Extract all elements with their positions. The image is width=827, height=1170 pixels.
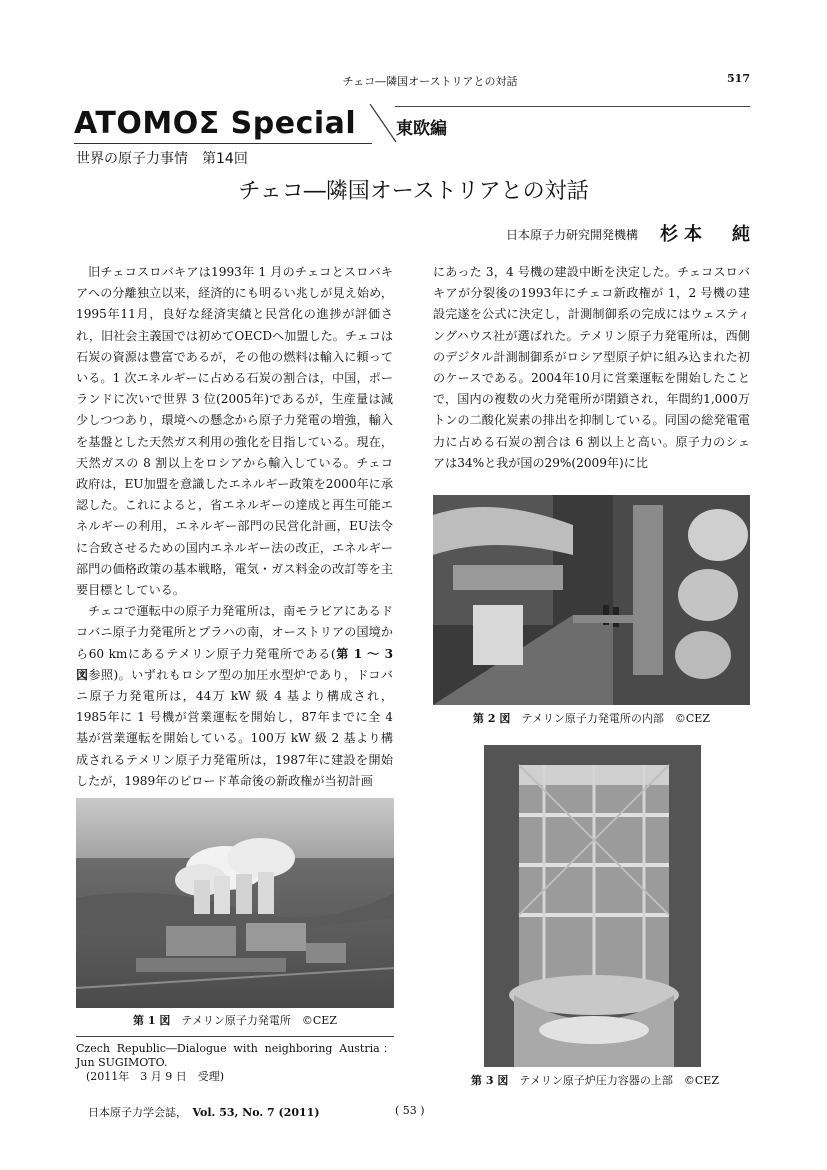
- article-title: チェコ―隣国オーストリアとの対話: [238, 179, 589, 204]
- figure-caption-text: テメリン原子力発電所: [181, 1014, 291, 1027]
- figure-3-caption: [440, 1072, 750, 1088]
- footnote: [76, 1042, 394, 1084]
- journal-volume: Vol. 53, No. 7 (2011): [192, 1106, 320, 1119]
- journal-footer: [88, 1104, 320, 1120]
- figure-2-photo: [433, 495, 750, 705]
- body-column-left: [76, 262, 393, 792]
- brand-logo: ATOMOΣ Special: [74, 106, 357, 141]
- figure-credit: ©CEZ: [674, 712, 710, 725]
- figure-credit: ©CEZ: [301, 1014, 337, 1027]
- brand-underline: [74, 143, 372, 144]
- reactor-vessel-image: [484, 745, 701, 1067]
- author-name: 杉本 純: [660, 224, 756, 245]
- figure-caption-text: テメリン原子炉圧力容器の上部: [519, 1074, 673, 1087]
- english-title: Czech Republic―Dialogue with neighboring Austria：Jun SUGIMOTO.: [76, 1042, 394, 1069]
- figure-label: 第 3 図: [471, 1074, 509, 1087]
- figure-3-photo: [484, 745, 701, 1067]
- region-label: 東欧編: [396, 119, 447, 139]
- page-number: 517: [727, 72, 750, 85]
- figure-credit: ©CEZ: [683, 1074, 719, 1087]
- figure-label: 第 1 図: [133, 1014, 171, 1027]
- paragraph: 旧チェコスロバキアは1993年 1 月のチェコとスロバキアへの分離独立以来，経済的にも明るい兆しが見え始め，1995年11月，良好な経済実績と民営化の進捗が評価され，旧社会主義国では初めてOECDへ加盟した。チェコは石炭の資源は豊富であるが，その他の燃料は輸入に頼っている。1 次エネルギーに占める石炭の割合は，中国，ポーランドに次いで世界 3 位(2005年)であるが，生産量は減少しつつあり，環境への懸念から原子力発電の増強，輸入を基盤とした天然ガス利用の強化を目指している。現在，天然ガスの 8 割以上をロシアから輸入している。チェコ政府は，EU加盟を意識したエネルギー政策を2000年に承認した。これによると，省エネルギーの達成と再生可能エネルギーの利用，エネルギー部門の民営化計画，EU法令に合致させるための国内エネルギー法の改正，エネルギー部門の価格政策の基本戦略，電気・ガス料金の改訂等を主要目標としている。: [76, 265, 393, 598]
- figure-label: 第 2 図: [473, 712, 511, 725]
- paragraph-text: チェコで運転中の原子力発電所は，南モラビアにあるドコバニ原子力発電所とプラハの南，オーストリアの国境から60 kmにあるテメリン原子力発電所である(: [76, 604, 393, 661]
- folio-number: ( 53 ): [395, 1104, 425, 1117]
- journal-name: 日本原子力学会誌，: [88, 1106, 182, 1119]
- header-rule: [395, 106, 750, 107]
- author-affiliation: 日本原子力研究開発機構: [506, 228, 639, 242]
- body-column-right: [433, 262, 750, 474]
- received-date: (2011年 3 月 9 日 受理): [86, 1070, 225, 1083]
- footnote-rule: [76, 1036, 394, 1037]
- figure-1-caption: [76, 1012, 394, 1028]
- series-label: 世界の原子力事情 第14回: [76, 151, 248, 167]
- figure-reference: 第 1 〜 3 図: [76, 646, 394, 682]
- figure-1-photo: [76, 798, 394, 1008]
- plant-aerial-image: [76, 798, 394, 1008]
- plant-interior-image: [433, 495, 750, 705]
- running-title: チェコ―隣国オーストリアとの対話: [342, 75, 518, 88]
- paragraph: [76, 601, 393, 792]
- figure-2-caption: [433, 710, 750, 726]
- figure-caption-text: テメリン原子力発電所の内部: [521, 712, 664, 725]
- paragraph: にあった 3，4 号機の建設中断を決定した。チェコスロバキアが分裂後の1993年にチェコ新政権が 1，2 号機の建設完遂を公式に決定し，計測制御系の完成にはウェスティングハウス社が選ばれた。テメリン原子力発電所は，西側のデジタル計測制御系がロシア型原子炉に組み込まれた初のケースである。2004年10月に営業運転を開始したことで，国内の複数の火力発電所が閉鎖され，年間約1,000万トンの二酸化炭素の排出を抑制している。同国の総発電電力に占める石炭の割合は 6 割以上と高い。原子力のシェアは34%と我が国の29%(2009年)に比: [433, 265, 750, 470]
- paragraph-text: 参照)。いずれもロシア型の加圧水型炉であり，ドコバニ原子力発電所は，44万 kW 級 4 基より構成され，1985年に 1 号機が営業運転を開始し，87年までに全 4 基が営業運転を開始している。100万 kW 級 2 基より構成されるテメリン原子力発電所は，1987年に建設を開始したが，1989年のビロード革命後の新政権が当初計画: [76, 667, 393, 788]
